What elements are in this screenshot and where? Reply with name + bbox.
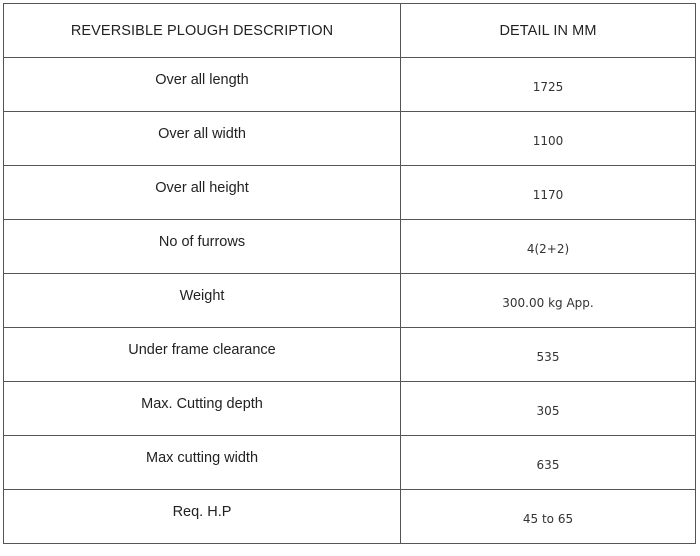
row-value: 300.00 kg App. bbox=[401, 274, 696, 328]
row-value: 635 bbox=[401, 436, 696, 490]
row-value: 4(2+2) bbox=[401, 220, 696, 274]
row-value: 1100 bbox=[401, 112, 696, 166]
row-label: Max cutting width bbox=[4, 436, 401, 490]
table-row bbox=[4, 328, 696, 382]
table-row bbox=[4, 382, 696, 436]
table-row bbox=[4, 166, 696, 220]
row-label: Over all height bbox=[4, 166, 401, 220]
row-label: Under frame clearance bbox=[4, 328, 401, 382]
column-header-detail: DETAIL IN MM bbox=[401, 4, 696, 58]
row-value: 1725 bbox=[401, 58, 696, 112]
table-row bbox=[4, 490, 696, 544]
row-label: Weight bbox=[4, 274, 401, 328]
column-header-description: REVERSIBLE PLOUGH DESCRIPTION bbox=[4, 4, 401, 58]
row-label: Over all width bbox=[4, 112, 401, 166]
row-label: Over all length bbox=[4, 58, 401, 112]
row-value: 45 to 65 bbox=[401, 490, 696, 544]
table-row bbox=[4, 436, 696, 490]
row-value: 1170 bbox=[401, 166, 696, 220]
table-row bbox=[4, 112, 696, 166]
row-label: No of furrows bbox=[4, 220, 401, 274]
row-label: Max. Cutting depth bbox=[4, 382, 401, 436]
table-header-row bbox=[4, 4, 696, 58]
row-value: 535 bbox=[401, 328, 696, 382]
spec-table bbox=[3, 3, 696, 544]
table-row bbox=[4, 274, 696, 328]
row-label: Req. H.P bbox=[4, 490, 401, 544]
row-value: 305 bbox=[401, 382, 696, 436]
table-row bbox=[4, 220, 696, 274]
table-row bbox=[4, 58, 696, 112]
